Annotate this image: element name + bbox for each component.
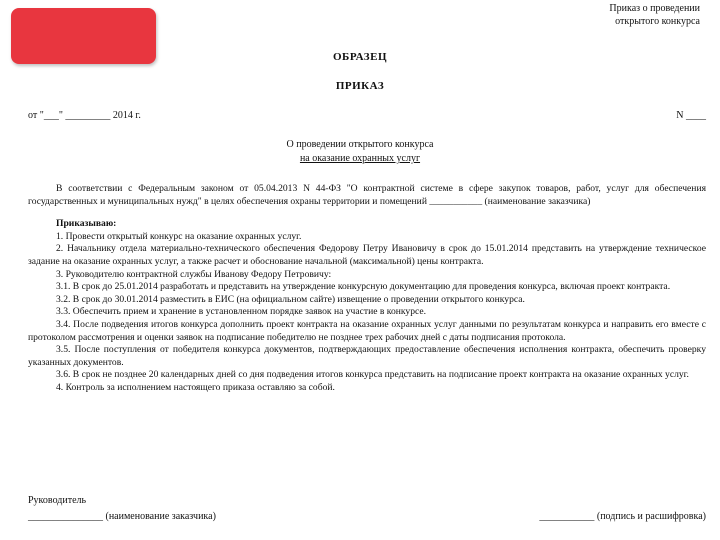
signature-left: _______________ (наименование заказчика)	[28, 511, 216, 522]
order-item-4: 4. Контроль за исполнением настоящего приказа оставляю за собой.	[56, 381, 335, 393]
order-item-3: 3. Руководителю контрактной службы Иванову Федору Петровичу:	[56, 268, 332, 280]
document-type: ПРИКАЗ	[335, 80, 385, 92]
order-item-3-1: 3.1. В срок до 25.01.2014 разработать и представить на утверждение конкурсную документацию для проведения конкурса, включая проект контракта.	[56, 281, 671, 293]
subject-line-2: на оказание охранных услуг	[299, 153, 421, 164]
header-line-1: Приказ о проведении	[609, 3, 700, 14]
order-item-3-3: 3.3. Обеспечить прием и хранение в установленном порядке заявок на участие в конкурсе.	[56, 306, 427, 318]
order-item-3-4: 3.4. После подведения итогов конкурса дополнить проект контракта на оказание охранных услуг данными по результатам конкурса и направить его вместе с протоколом рассмотрения и оценки заявок на подписание победителю не позднее трех рабочих дней с даты подписания протокола.	[28, 318, 706, 343]
document-subject	[0, 138, 720, 166]
order-item-3-5: 3.5. После поступления от победителя конкурса документов, подтверждающих предоставление обеспечения исполнения контракта, обеспечить проверку указанных документов.	[28, 344, 706, 368]
signature-role: Руководитель	[28, 495, 87, 506]
order-heading: Приказываю:	[56, 218, 117, 230]
order-item-3-6: 3.6. В срок не позднее 20 календарных дней со дня подведения итогов конкурса представить на подписание проект контракта на оказание охранных услуг.	[56, 369, 689, 381]
date-line	[28, 110, 706, 121]
preamble: В соответствии с Федеральным законом от 05.04.2013 N 44-ФЗ "О контрактной системе в сфере закупок товаров, работ, услуг для обеспечения государственных и муниципальных нужд" в целях обеспечения охраны территории и помещений ___________ (наименование заказчика)	[28, 183, 706, 207]
subject-line-1: О проведении открытого конкурса	[286, 139, 434, 150]
order-item-3-2: 3.2. В срок до 30.01.2014 разместить в ЕИС (на официальном сайте) извещение о проведении открытого конкурса.	[56, 293, 525, 305]
order-item-1: 1. Провести открытый конкурс на оказание охранных услуг.	[56, 230, 302, 242]
document-sample-title: ОБРАЗЕЦ	[332, 51, 387, 63]
number-field: N ____	[676, 110, 706, 121]
header-note	[609, 2, 700, 28]
signature-block	[28, 493, 706, 525]
order-item-2: 2. Начальнику отдела материально-технического обеспечения Федорову Петру Ивановичу в срок до 15.01.2014 представить на утверждение техническое задание на оказание охранных услуг, а также расчет и обоснование начальной (максимальной) цены контракта.	[28, 243, 706, 267]
document-body	[28, 183, 706, 395]
date-field: от "___" _________ 2014 г.	[28, 110, 141, 121]
signature-right: ___________ (подпись и расшифровка)	[539, 511, 706, 522]
header-line-2: открытого конкурса	[615, 16, 700, 27]
